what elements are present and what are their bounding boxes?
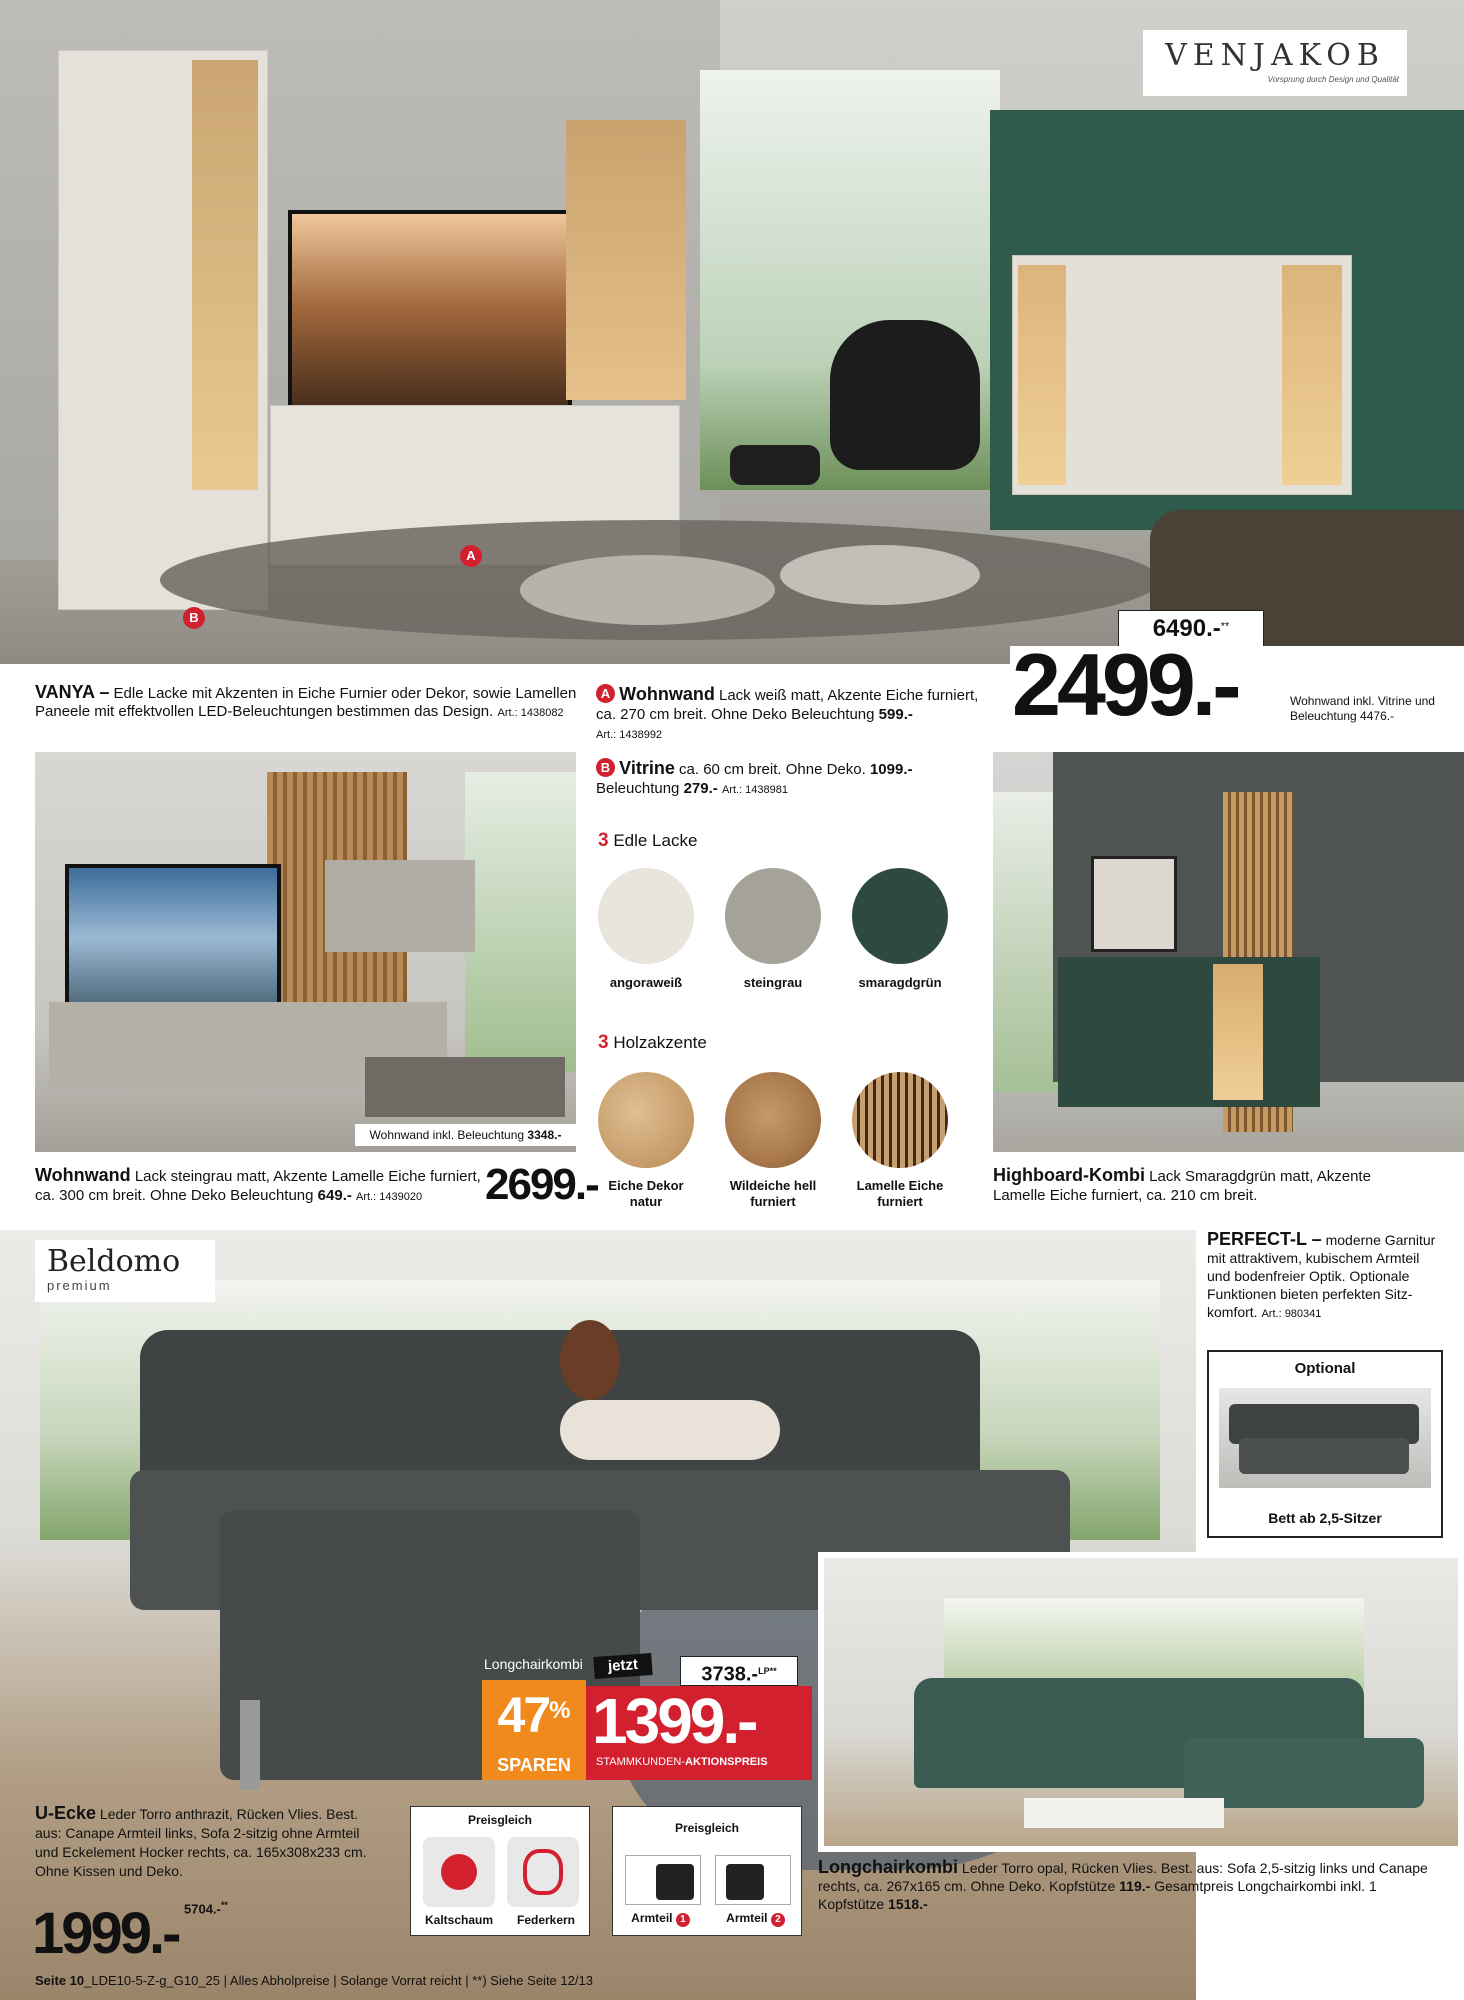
promo-footer: [586, 1756, 812, 1768]
item-b-light-price: 279.-: [683, 780, 718, 797]
lacke-heading: [598, 830, 697, 852]
longchair-photo: [818, 1552, 1464, 1852]
preisgleich-foam-box: [410, 1806, 590, 1936]
vanya-description: [35, 683, 585, 722]
hero-photo: [0, 0, 1464, 664]
vanya-art: Art.: 1438082: [497, 707, 564, 719]
label-smaragdgruen: smaragdgrün: [858, 975, 942, 990]
beldomo-name: Beldomo: [47, 1244, 181, 1279]
preisgleich-foam-right: Federkern: [516, 1913, 576, 1927]
beldomo-logo: [35, 1240, 215, 1302]
promo-footer-a: STAMMKUNDEN-: [596, 1756, 686, 1768]
item-a-description: [596, 684, 986, 745]
armteil-1-label: Armteil: [631, 1911, 673, 1925]
armteil-1-icon: [625, 1855, 701, 1905]
wohnwand-caption-price: 3348.-: [527, 1128, 562, 1142]
preisgleich-arm-box: [612, 1806, 802, 1936]
marker-a: A: [460, 545, 482, 567]
uecke-title: U-Ecke: [35, 1803, 97, 1823]
promo-old-price-value: 3738.-: [701, 1663, 759, 1686]
armteil-2-icon: [715, 1855, 791, 1905]
wohnwand2-light-price: 649.-: [317, 1187, 352, 1204]
uecke-old-price-value: 5704.-: [184, 1901, 221, 1917]
uecke-price: 1999.-: [32, 1901, 179, 1966]
optional-label: Optional: [1294, 1360, 1356, 1377]
item-b-price: 1099.-: [869, 761, 913, 778]
swatch-lamelle: [852, 1072, 948, 1168]
hero-price: 2499.-: [1012, 635, 1238, 734]
preisgleich-arm-right: [708, 1911, 803, 1927]
promo-label: Longchairkombi: [484, 1656, 583, 1672]
promo-percent-badge: [482, 1680, 586, 1780]
venjakob-logo: [1143, 30, 1407, 96]
swatch-eiche-dekor: [598, 1072, 694, 1168]
longchair-description: [818, 1858, 1438, 1913]
promo-footer-b: AKTIONSPREIS: [685, 1756, 768, 1768]
promo-price: 1399.-: [592, 1685, 756, 1757]
footer-page: Seite 10: [35, 1973, 85, 1988]
promo-old-price: [680, 1656, 798, 1686]
optional-bed-image: [1219, 1388, 1431, 1488]
uecke-text: Leder Torro anthrazit, Rücken Vlies. Best. aus: Canape Armteil links, Sofa 2-sitzig ohne Armteil und Eckelement Hocker rechts, ca. 165x308x233 cm. Ohne Kissen und Deko.: [35, 1806, 367, 1879]
wohnwand2-price: 2699.-: [485, 1160, 598, 1209]
footer-code: _LDE10-5-Z-g_G10_25 | Alles Abholpreise | Solange Vorrat reicht | **) Siehe Seite 12/13: [84, 1973, 593, 1988]
longchair-text2: Gesamtpreis Longchairkombi inkl. 1 Kopfstütze: [818, 1878, 1377, 1912]
preisgleich-foam-title: Preisgleich: [467, 1813, 533, 1827]
promo-jetzt-text: jetzt: [607, 1655, 639, 1676]
beldomo-sub: premium: [47, 1278, 112, 1293]
wohnwand2-description: [35, 1166, 495, 1207]
item-b-title: Vitrine: [619, 758, 675, 778]
wohnwand2-title: Wohnwand: [35, 1165, 131, 1185]
label-lamelle: Lamelle Eiche furniert: [856, 1178, 944, 1209]
venjakob-logo-name: VENJAKOB: [1165, 38, 1385, 73]
promo-percent-sign: %: [549, 1697, 571, 1724]
preisgleich-foam-left: Kaltschaum: [424, 1913, 494, 1927]
swatch-steingrau: [725, 868, 821, 964]
optional-box: [1207, 1350, 1443, 1538]
perfect-text: moderne Garnitur mit attraktivem, kubischem Armteil und bodenfreier Optik. Optionale Funktionen bieten perfekten Sitz-komfort.: [1207, 1232, 1436, 1320]
perfect-description: [1207, 1230, 1443, 1323]
uecke-old-price: [184, 1900, 228, 1916]
lacke-count: 3: [598, 830, 609, 851]
promo-old-price-note: LP**: [758, 1666, 777, 1676]
promo-percent: 47: [497, 1687, 550, 1743]
hero-old-price-value: 6490.-: [1152, 615, 1221, 642]
highboard-title: Highboard-Kombi: [993, 1165, 1145, 1185]
label-eiche-dekor: Eiche Dekor natur: [608, 1178, 684, 1209]
promo-price-box: [586, 1686, 812, 1780]
hero-old-price-note: **: [1220, 620, 1230, 633]
wohnwand2-art: Art.: 1439020: [356, 1191, 423, 1203]
swatch-angoraweiss: [598, 868, 694, 964]
perfect-title: PERFECT-L –: [1207, 1229, 1322, 1249]
label-steingrau: steingrau: [743, 975, 803, 990]
label-angoraweiss: angoraweiß: [609, 975, 683, 990]
venjakob-tagline: Vorsprung durch Design und Qualität: [1267, 75, 1399, 84]
uecke-old-price-note: **: [220, 1900, 228, 1910]
highboard-text: Lack Smaragdgrün matt, Akzente Lamelle Eiche furniert, ca. 210 cm breit.: [993, 1168, 1371, 1204]
armteil-1-num: 1: [676, 1913, 690, 1927]
optional-caption: Bett ab 2,5-Sitzer: [1268, 1510, 1382, 1526]
kaltschaum-icon: [423, 1837, 495, 1907]
swatch-wildeiche: [725, 1072, 821, 1168]
item-b-light: Beleuchtung: [596, 780, 680, 797]
item-a-letter: A: [596, 684, 615, 703]
perfect-art: Art.: 980341: [1261, 1308, 1322, 1320]
item-a-art: Art.: 1438992: [596, 729, 663, 741]
wohnwand2-text: Lack steingrau matt, Akzente Lamelle Eiche furniert, ca. 300 cm breit. Ohne Deko Beleuchtung: [35, 1168, 481, 1204]
hero-price-note: Wohnwand inkl. Vitrine und Beleuchtung 4476.-: [1290, 694, 1435, 723]
item-b-text: ca. 60 cm breit. Ohne Deko.: [679, 761, 866, 778]
longchair-total-price: 1518.-: [888, 1896, 928, 1912]
promo-jetzt: [593, 1653, 652, 1679]
longchair-title: Longchairkombi: [818, 1857, 959, 1877]
wohnwand-caption-text: Wohnwand inkl. Beleuchtung: [369, 1128, 525, 1142]
label-wildeiche: Wildeiche hell furniert: [729, 1178, 817, 1209]
holz-title: Holzakzente: [613, 1033, 707, 1052]
armteil-2-num: 2: [771, 1913, 785, 1927]
item-b-description: [596, 758, 986, 800]
swatch-smaragdgruen: [852, 868, 948, 964]
holz-heading: [598, 1032, 707, 1054]
item-b-letter: B: [596, 758, 615, 777]
item-a-title: Wohnwand: [619, 684, 715, 704]
holz-count: 3: [598, 1032, 609, 1053]
item-a-price: 599.-: [878, 706, 913, 723]
vanya-title: VANYA –: [35, 682, 110, 702]
marker-b: B: [183, 607, 205, 629]
longchair-text: Leder Torro opal, Rücken Vlies. Best. aus: Sofa 2,5-sitzig links und Canape rechts, ca. 267x165 cm. Ohne Deko. Kopfstütze: [818, 1860, 1428, 1894]
highboard-photo: [993, 752, 1464, 1152]
item-b-art: Art.: 1438981: [721, 784, 789, 796]
wohnwand-steingrau-photo: [35, 752, 576, 1152]
item-a-text: Lack weiß matt, Akzente Eiche furniert, ca. 270 cm breit. Ohne Deko Beleuchtung: [596, 687, 979, 723]
longchair-head-price: 119.-: [1119, 1878, 1151, 1894]
highboard-description: [993, 1166, 1413, 1205]
vanya-text: Edle Lacke mit Akzenten in Eiche Furnier oder Dekor, sowie Lamellen Paneele mit effektvollen LED-Beleuchtungen bestimmen das Design.: [35, 685, 577, 720]
wohnwand-caption: [355, 1124, 576, 1146]
lacke-title: Edle Lacke: [613, 831, 698, 850]
page-footer: [35, 1972, 1235, 1990]
preisgleich-arm-title: Preisgleich: [674, 1821, 740, 1835]
promo-sparen: SPAREN: [497, 1755, 571, 1775]
armteil-2-label: Armteil: [726, 1911, 768, 1925]
federkern-icon: [507, 1837, 579, 1907]
uecke-description: [35, 1804, 375, 1881]
preisgleich-arm-left: [613, 1911, 708, 1927]
